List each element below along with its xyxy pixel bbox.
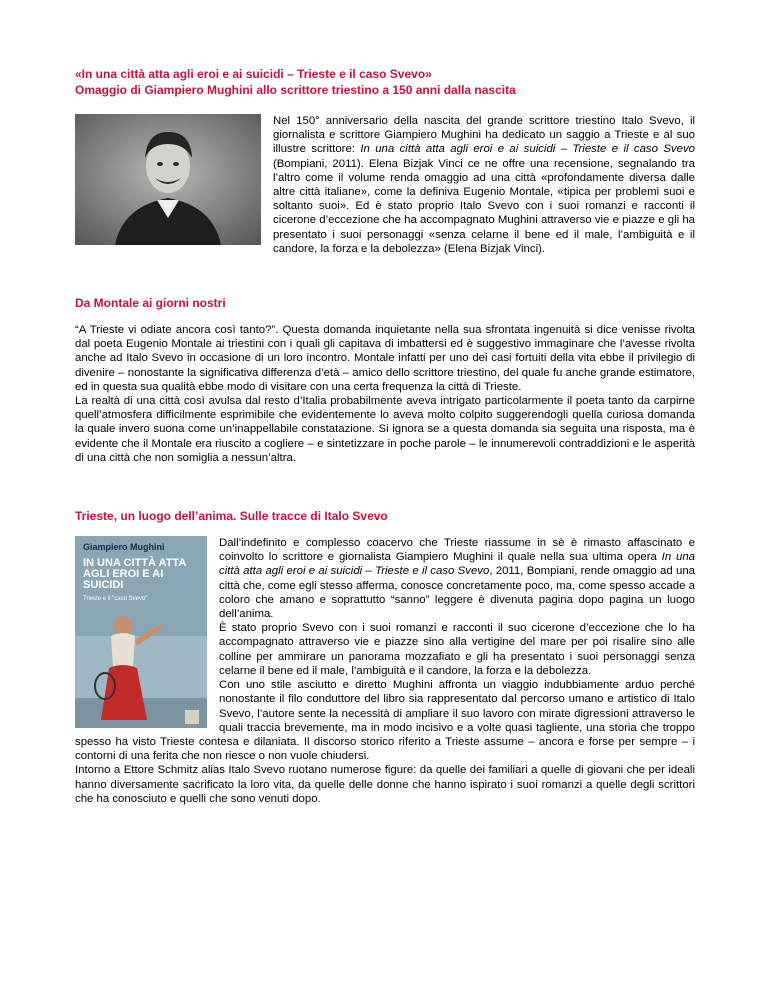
cover-illustration [75, 606, 207, 728]
article-title: «In una città atta agli eroi e ai suicidi – Trieste e il caso Svevo» [75, 67, 432, 81]
trieste-paragraph-4: Intorno a Ettore Schmitz alias Italo Svevo ruotano numerose figure: da quelle dei familiari a quelle di giovani che per ideali hanno diversamente sacrificato la loro vita, da quelle delle donne che hanno ispirato i suoi romanzi a quelle degli scrittori che ha conosciuto e quelli che sono venuti dopo. [75, 764, 695, 805]
svevo-portrait [75, 114, 261, 245]
montale-paragraph-2: La realtà di una città così avulsa dal resto d’Italia probabilmente aveva intrigato particolarmente il poeta tanto da carpirne quell’atmosfera difficilmente esprimibile che evidentemente lo aveva molto colpito suggerendogli quella curiosa domanda la quale invero suona come un’inappellabile constatazione. Si ignora se a questa domanda sia seguita una risposta, ma è evidente che il Montale era riuscito a cogliere – e sintetizzare in poche parole – le innumerevoli contraddizioni e le asperità di una città che non somiglia a nessun’altra. [75, 395, 695, 464]
intro-paragraph: Nel 150° anniversario della nascita del grande scrittore triestino Italo Svevo, il giornalista e scrittore Giampiero Mughini ha dedicato un saggio a Trieste e al suo illustre scrittore: In una città atta agli eroi e ai suicidi – Trieste e il caso Svevo (Bompiani, 2011). Elena Bizjak Vinci ce ne offre una recensione, segnalando tra l’altro come il volume renda omaggio ad una città «profondamente diversa dalle altre città italiane», come la definiva Eugenio Montale, «tipica per problemi suoi e soltanto suoi». Ed è stato proprio Italo Svevo con i suoi romanzi e racconti il cicerone d’eccezione che ha accompagnato Mughini attraverso vie e piazze e gli ha presentato i suoi personaggi «senza celarne il bene ed il male, l’ambiguità e il candore, la forza e la debolezza» (Elena Bizjak Vinci). [273, 115, 695, 255]
cover-author: Giampiero Mughini [83, 542, 165, 553]
section-heading-montale: Da Montale ai giorni nostri [75, 296, 226, 311]
trieste-paragraph-3: Con uno stile asciutto e diretto Mughini affronta un viaggio indubbiamente arduo perché nonostante il filo conduttore del libro sia rappresentato dal percorso umano e artistico di Italo Svevo, l’autore sente la necessità di ampliare il suo lavoro con mirate digressioni attraverso le quali traccia brevemente, ma in modo incisivo e a volte quasi tagliente, una storia che troppo spesso ha visto Trieste contesa e dilaniata. Il discorso storico riferito a Trieste assume – ancora e forse per sempre – i contorni di una ferita che non riesce o non vuole chiudersi. [75, 679, 695, 763]
article-subtitle: Omaggio di Giampiero Mughini allo scrittore triestino a 150 anni dalla nascita [75, 83, 516, 97]
intro-block [75, 114, 695, 256]
section-heading-trieste: Trieste, un luogo dell’anima. Sulle tracce di Italo Svevo [75, 509, 388, 524]
cover-title: IN UNA CITTÀ ATTA AGLI EROI E AI SUICIDI [83, 557, 186, 592]
montale-paragraph-1: “A Trieste vi odiate ancora così tanto?”. Questa domanda inquietante nella sua sfrontata ingenuità si dice venisse rivolta dal poeta Eugenio Montale ai triestini con i quali gli capitava di imbattersi ed è suggestivo immaginare che l’avesse rivolta anche ad Italo Svevo in occasione di un loro incontro. Montale infatti per uno dei casi fortuiti della vita ebbe il privilegio di divenire – nonostante la significativa differenza d’età – amico dello scrittore triestino, del quale fu anche grande estimatore, ed in questa sua qualità ebbe modo di visitare con una certa frequenza la città di Trieste. [75, 324, 695, 393]
book-cover [75, 536, 207, 728]
trieste-paragraph-1: Dall’indefinito e complesso coacervo che Trieste riassume in sè è rimasto affascinato e coinvolto lo scrittore e giornalista Giampiero Mughini il quale nella sua ultima opera In una città atta agli eroi e ai suicidi – Trieste e il caso Svevo, 2011, Bompiani, rende omaggio ad una città che, come egli stesso afferma, conosce concretamente poco, ma, come spesso accade a coloro che amano e soprattutto “sanno” leggere è divenuta pagina dopo pagina un luogo dell’anima. [219, 537, 696, 621]
trieste-block [75, 536, 695, 806]
trieste-paragraph-2: È stato proprio Svevo con i suoi romanzi e racconti il suo cicerone d’eccezione che lo ha accompagnato attraverso vie e piazze sino alla vertigine del mare per poi risalire sino alle colline per ammirare un panorama mozzafiato e gli ha presentato i suoi personaggi senza celarne il bene ed il male, l’ambiguità e il candore, la forza e la debolezza. [219, 622, 695, 677]
article [75, 66, 695, 806]
cover-subtitle: Trieste e il "caso Svevo" [83, 596, 148, 603]
